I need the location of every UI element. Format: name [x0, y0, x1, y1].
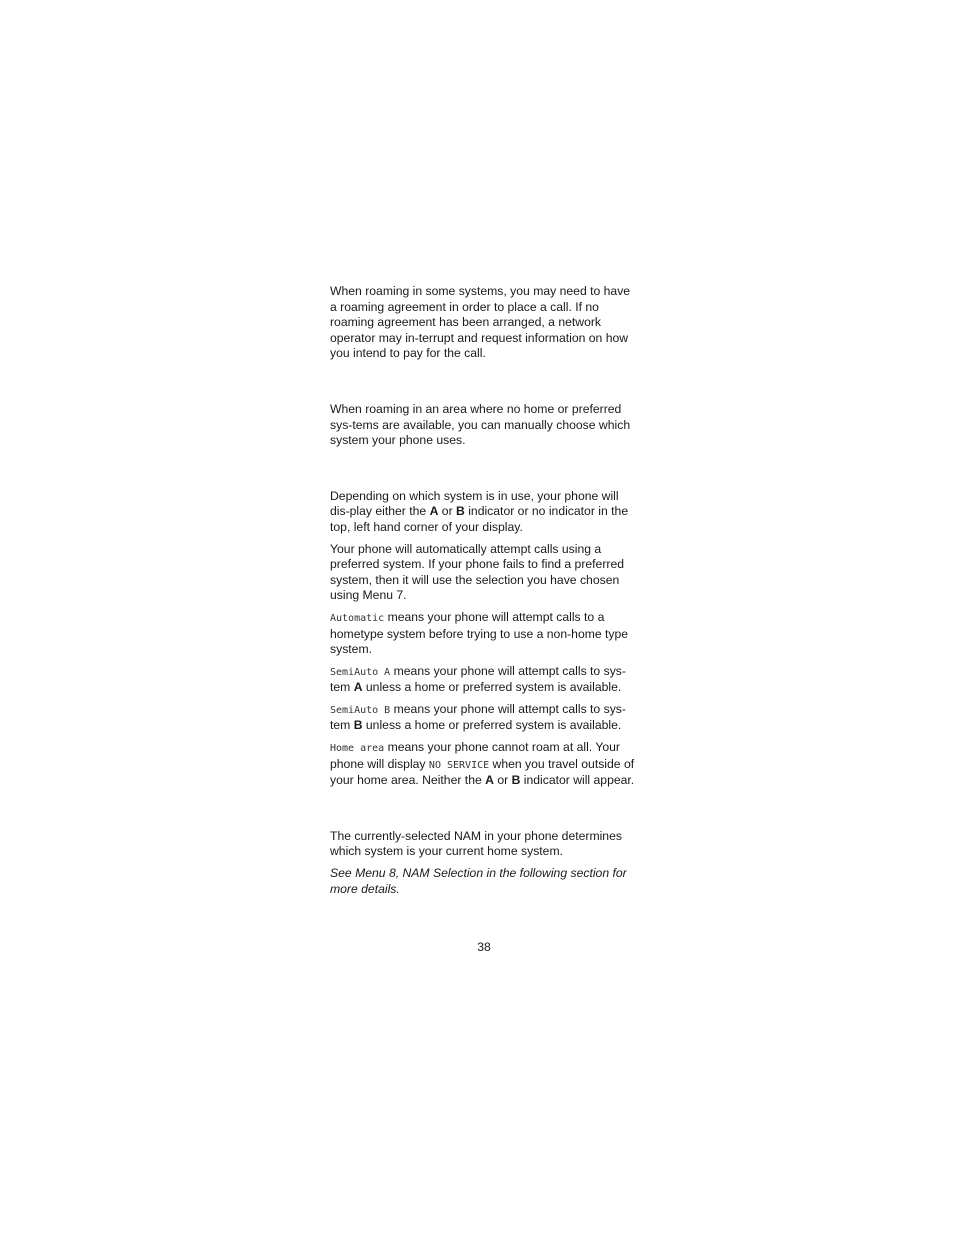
text-column: [330, 284, 640, 897]
text-span: means your phone cannot roam at all. Your phone will display: [330, 740, 620, 771]
home-area-paragraph: [330, 740, 640, 789]
indicator-b: B: [456, 504, 465, 519]
option-automatic: Automatic: [330, 612, 385, 624]
nam-paragraph: The currently-selected NAM in your phone determines which system is your current home system.: [330, 828, 622, 859]
manual-system-paragraph: When roaming in an area where no home or preferred sys-tems are available, you can manually choose which system your phone uses.: [330, 401, 631, 448]
system-a: A: [353, 680, 363, 695]
roaming-agreement-paragraph: When roaming in some systems, you may need to have a roaming agreement in order to place a call. If no roaming agreement has been arranged, a network operator may in-terrupt and request information on how you intend to pay for the call.: [330, 284, 631, 361]
text-span: unless a home or preferred system is available.: [362, 680, 622, 695]
nam-reference-note: See Menu 8, NAM Selection in the following section for more details.: [330, 866, 627, 896]
text-span: unless a home or preferred system is available.: [362, 718, 622, 733]
text-span: means your phone will attempt calls to sys-tem: [330, 663, 626, 695]
text-span: Depending on which system is in use, your phone will dis-play either the: [330, 488, 619, 519]
no-service-display: NO SERVICE: [428, 759, 490, 771]
semiauto-a-paragraph: [330, 664, 640, 696]
text-span: indicator will appear.: [520, 773, 635, 788]
preferred-system-paragraph: Your phone will automatically attempt calls using a preferred system. If your phone fails to find a preferred system, then it will use the selection you have chosen using Menu 7.: [330, 541, 624, 603]
indicator-paragraph: [330, 489, 640, 536]
text-span: or: [493, 773, 512, 788]
text-span: means your phone will attempt calls to a hometype system before trying to use a non-home type system.: [330, 609, 629, 657]
text-span: means your phone will attempt calls to sys-tem: [330, 701, 626, 733]
option-home-area: Home area: [330, 743, 385, 755]
semiauto-b-paragraph: [330, 702, 640, 734]
text-span: indicator or no indicator in the top, left hand corner of your display.: [330, 504, 629, 534]
indicator-b: B: [511, 773, 521, 788]
page-number: 38: [477, 940, 491, 954]
text-span: when you travel outside of your home area. Neither the: [330, 756, 635, 788]
system-b: B: [353, 718, 363, 733]
indicator-a: A: [485, 773, 494, 788]
text-span: or: [438, 504, 457, 519]
option-semiauto-a: SemiAuto A: [330, 666, 391, 678]
option-semiauto-b: SemiAuto B: [330, 704, 391, 716]
automatic-paragraph: [330, 610, 640, 658]
indicator-a: A: [429, 504, 439, 519]
